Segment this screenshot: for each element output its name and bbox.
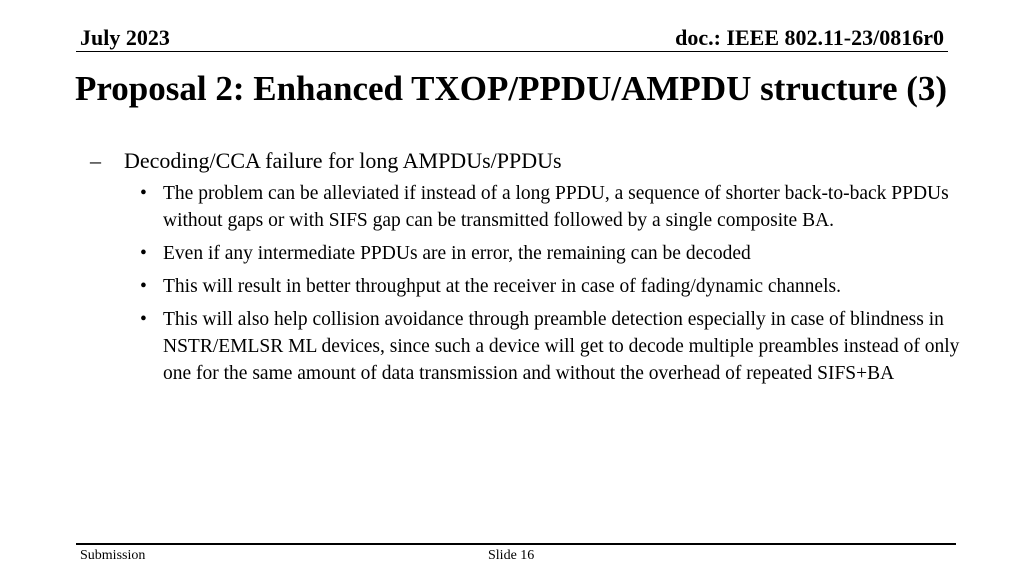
slide-body [90,146,980,393]
header-doc-id: doc.: IEEE 802.11-23/0816r0 [675,25,944,50]
sub-bullet-list [90,180,980,387]
list-item-text: Even if any intermediate PPDUs are in error, the remaining can be decoded [163,243,751,264]
footer-divider [76,543,956,545]
bullet-icon: • [140,309,147,330]
bullet-icon: • [140,183,147,204]
list-item-text: This will result in better throughput at the receiver in case of fading/dynamic channels. [163,276,841,297]
list-item-text: Decoding/CCA failure for long AMPDUs/PPDUs [124,148,562,173]
footer-slide-number: Slide 16 [488,548,535,563]
header-divider [76,51,948,52]
bullet-icon: • [140,276,147,297]
bullet-icon: • [140,243,147,264]
dash-bullet-icon: – [90,148,101,173]
list-item [90,180,980,234]
list-item [90,273,980,300]
list-item-level1 [90,146,980,176]
list-item [90,306,980,387]
header-date: July 2023 [80,25,170,50]
footer-submission: Submission [80,548,146,563]
slide-title: Proposal 2: Enhanced TXOP/PPDU/AMPDU structure (3) [75,69,948,108]
list-item [90,240,980,267]
list-item-text: This will also help collision avoidance through preamble detection especially in case of blindness in NSTR/EMLSR ML devices, since such a device will get to decode multiple preambles instead of only one for the same amount of data transmission and without the overhead of repeated SIFS+BA [163,309,960,384]
list-item-text: The problem can be alleviated if instead of a long PPDU, a sequence of shorter back-to-back PPDUs without gaps or with SIFS gap can be transmitted followed by a single composite BA. [163,183,949,231]
